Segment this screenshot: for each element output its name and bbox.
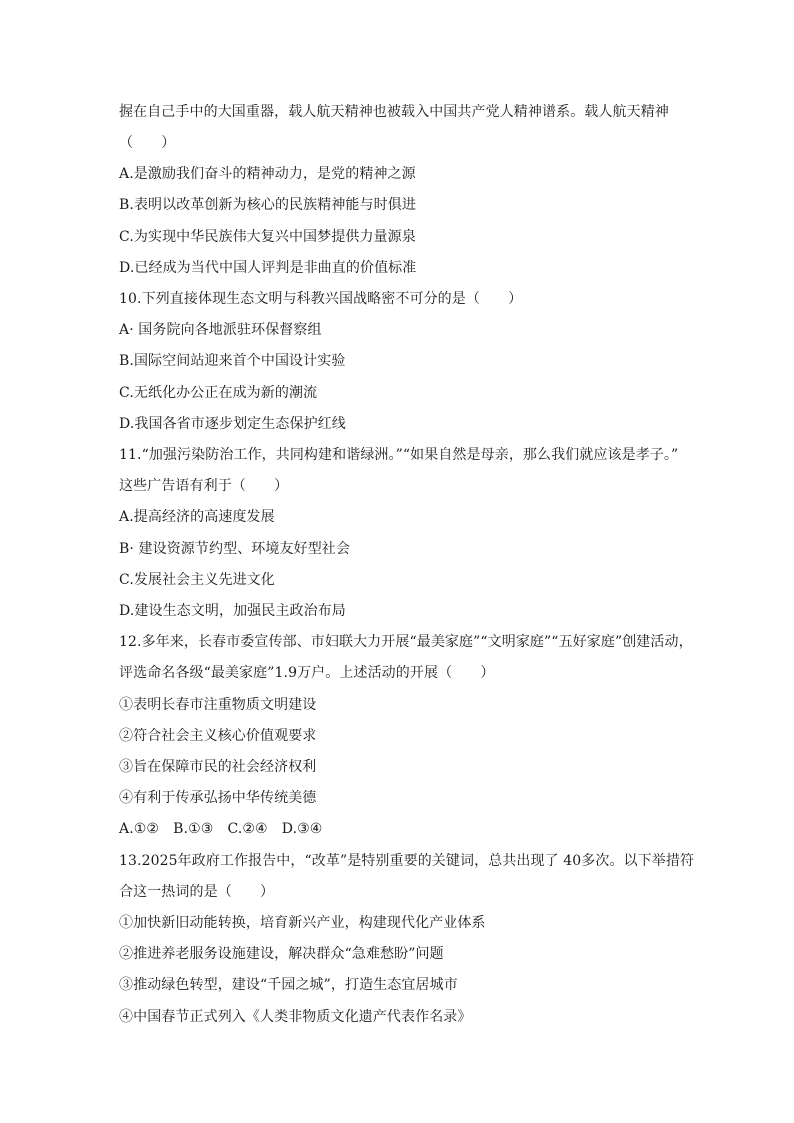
option-q9-a: A.是激励我们奋斗的精神动力，是党的精神之源 <box>119 166 416 182</box>
option-q11-d: D.建设生态文明，加强民主政治布局 <box>119 603 346 619</box>
statement-q13-3: ③推动绿色转型，建设“千园之城”，打造生态宜居城市 <box>119 977 458 993</box>
statement-q13-2: ②推进养老服务设施建设，解决群众“急难愁盼”问题 <box>119 946 444 962</box>
statement-q12-3: ③旨在保障市民的社会经济权利 <box>119 759 317 775</box>
statement-q13-4: ④中国春节正式列入《人类非物质文化遗产代表作名录》 <box>119 1009 472 1025</box>
question-13: 13.2025年政府工作报告中，“改革”是特别重要的关键词，总共出现了 40多次。以下举措符 <box>119 853 695 869</box>
question-12: 12.多年来，长春市委宣传部、市妇联大力开展“最美家庭”“文明家庭”“五好家庭”创建活动， <box>119 634 693 650</box>
option-q11-b: B· 建设资源节约型、环境友好型社会 <box>119 541 350 557</box>
answer-paren-q9: （ ） <box>119 135 176 151</box>
option-q11-a: A.提高经济的高速度发展 <box>119 509 275 525</box>
text-line-intro-cont: 握在自己手中的大国重器，载人航天精神也被载入中国共产党人精神谱系。载人航天精神 <box>119 104 669 120</box>
question-10: 10.下列直接体现生态文明与科教兴国战略密不可分的是（ ） <box>119 291 523 307</box>
statement-q12-4: ④有利于传承弘扬中华传统美德 <box>119 790 317 806</box>
choices-q12: A.①② B.①③ C.②④ D.③④ <box>119 821 323 837</box>
question-12-cont: 评选命名各级“最美家庭”1.9万户。上述活动的开展（ ） <box>119 665 495 681</box>
option-q10-a: A· 国务院向各地派驻环保督察组 <box>119 322 322 338</box>
statement-q12-2: ②符合社会主义核心价值观要求 <box>119 728 317 744</box>
option-q10-d: D.我国各省市逐步划定生态保护红线 <box>119 416 346 432</box>
question-13-cont: 合这一热词的是（ ） <box>119 884 275 900</box>
option-q9-c: C.为实现中华民族伟大复兴中国梦提供力量源泉 <box>119 229 416 245</box>
option-q10-b: B.国际空间站迎来首个中国设计实验 <box>119 353 346 369</box>
statement-q13-1: ①加快新旧动能转换，培育新兴产业，构建现代化产业体系 <box>119 915 486 931</box>
option-q9-d: D.已经成为当代中国人评判是非曲直的价值标准 <box>119 260 417 276</box>
option-q10-c: C.无纸化办公正在成为新的潮流 <box>119 385 318 401</box>
question-11: 11.“加强污染防治工作，共同构建和谐绿洲。”“如果自然是母亲，那么我们就应该是孝子。” <box>119 447 679 463</box>
option-q9-b: B.表明以改革创新为核心的民族精神能与时俱进 <box>119 197 416 213</box>
statement-q12-1: ①表明长春市注重物质文明建设 <box>119 697 317 713</box>
question-11-cont: 这些广告语有利于（ ） <box>119 478 289 494</box>
option-q11-c: C.发展社会主义先进文化 <box>119 572 275 588</box>
